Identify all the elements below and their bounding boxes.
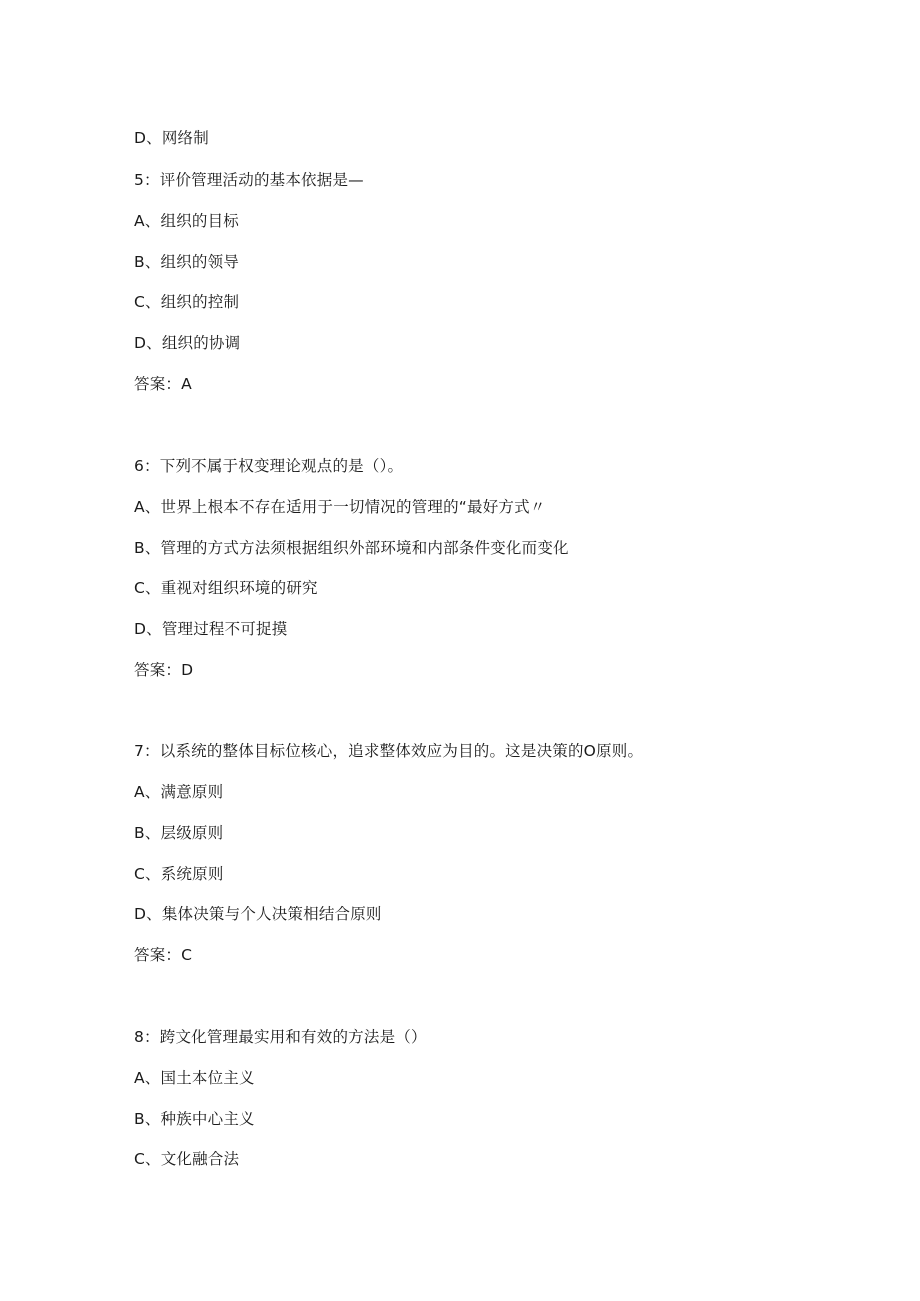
q6-option-b: B、管理的方式方法须根据组织外部环境和内部条件变化而变化 [134,539,569,557]
q5-option-c: C、组织的控制 [134,293,240,311]
q6-answer: 答案：D [134,661,194,679]
q7-option-c: C、系统原则 [134,865,224,883]
q7-question: 7：以系统的整体目标位核心，追求整体效应为目的。这是决策的O原则。 [134,742,644,760]
q7-answer: 答案：C [134,946,193,964]
q5-option-a: A、组织的目标 [134,212,240,230]
q7-option-a: A、满意原则 [134,783,224,801]
q5-answer: 答案：A [134,375,192,393]
q8-question: 8：跨文化管理最实用和有效的方法是（） [134,1028,427,1046]
q8-option-c: C、文化融合法 [134,1150,240,1168]
q6-option-c: C、重视对组织环境的研究 [134,579,318,597]
q8-option-b: B、种族中心主义 [134,1110,255,1128]
q7-option-b: B、层级原则 [134,824,224,842]
q6-question: 6：下列不属于权变理论观点的是（）。 [134,457,404,475]
q4-option-d: D、网络制 [134,129,209,147]
q7-option-d: D、集体决策与个人决策相结合原则 [134,905,382,923]
q6-option-a: A、世界上根本不存在适用于一切情况的管理的“最好方式〃 [134,498,546,516]
q8-option-a: A、国土本位主义 [134,1069,255,1087]
q5-option-d: D、组织的协调 [134,334,241,352]
q6-option-d: D、管理过程不可捉摸 [134,620,288,638]
q5-question: 5：评价管理活动的基本依据是— [134,171,364,189]
q5-option-b: B、组织的领导 [134,253,240,271]
